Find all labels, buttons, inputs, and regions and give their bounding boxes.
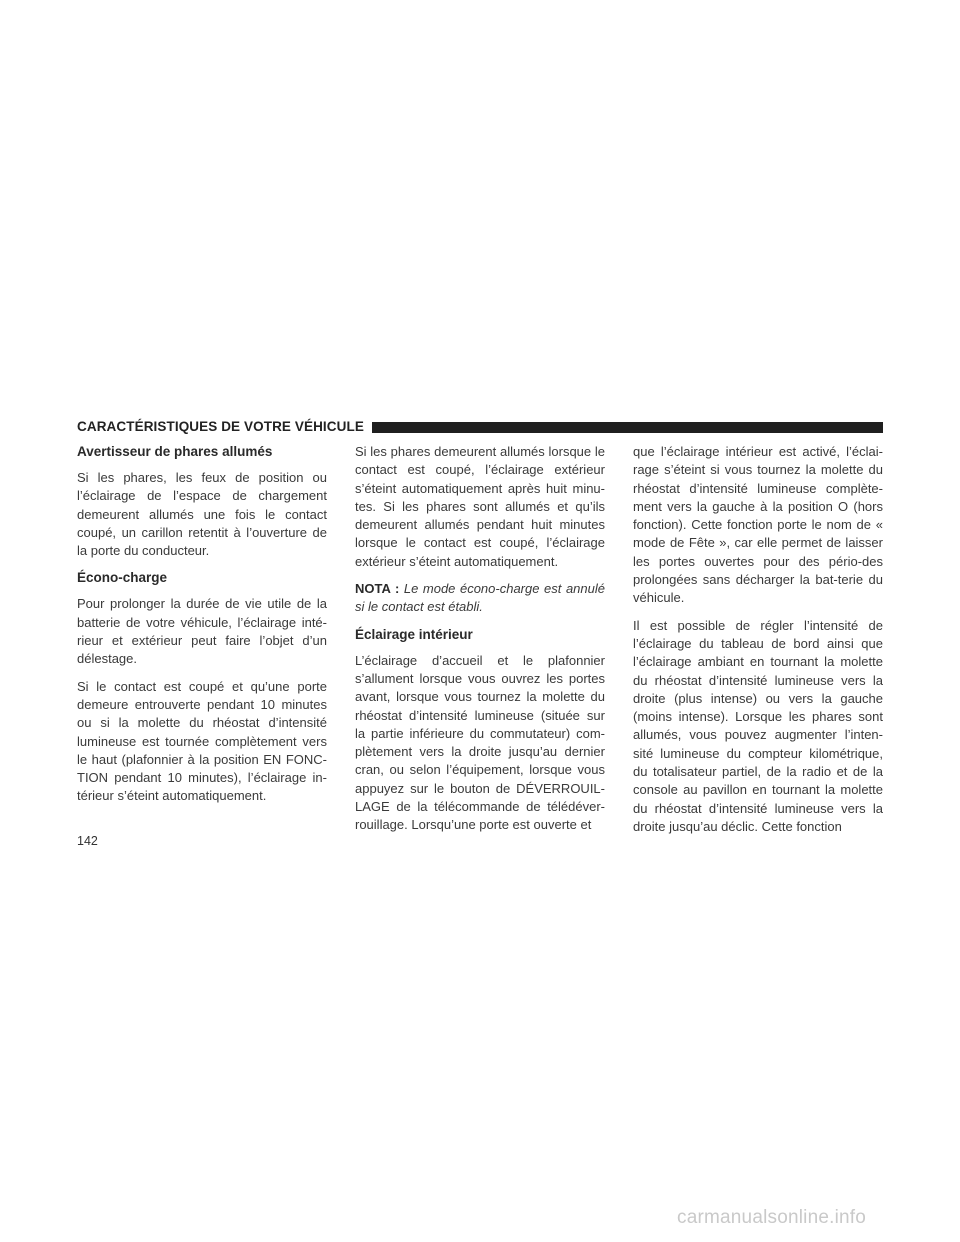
paragraph-interior-lighting: L’éclairage d’accueil et le plafonnier s’allument lorsque vous ouvrez les portes avant, lorsque vous tournez la molette du rhéostat d’intensité lumineuse (située sur la partie inférieure du commutateur) com-plètement vers la droite jusqu’au dernier cran, ou selon l’équipement, lorsque vous appuyez sur le bouton de DÉVERROUIL-LAGE de la télécommande de télédéver-rouillage. Lorsqu’une porte est ouverte et — [355, 652, 605, 833]
text-column-3 — [633, 443, 883, 845]
text-column-2 — [355, 443, 605, 844]
section-header — [77, 420, 883, 434]
page-number: 142 — [77, 834, 98, 848]
note-label: NOTA : — [355, 581, 400, 597]
heading-battery-saver: Écono-charge — [77, 570, 168, 586]
paragraph-battery-saver-intro: Pour prolonger la durée de vie utile de la batterie de votre véhicule, l’éclairage inté-rieur et extérieur peut faire l’objet d’un délestage. — [77, 596, 327, 667]
paragraph-party-mode: que l’éclairage intérieur est activé, l’éclai-rage s’éteint si vous tournez la molette du rhéostat d’intensité lumineuse complète-ment vers la gauche à la position O (hors fonction). Cette fonction porte le nom de « mode de Fête », car elle permet de laisser les portes ouvertes pour des pério-des prolongées sans décharger la bat-terie du véhicule. — [633, 444, 883, 606]
section-title: CARACTÉRISTIQUES DE VOTRE VÉHICULE — [77, 419, 364, 434]
section-header-bar — [372, 422, 883, 433]
paragraph-headlight-warning: Si les phares, les feux de position ou l’éclairage de l’espace de chargement demeurent allumés une fois le contact coupé, un carillon retentit à l’ouverture de la porte du conducteur. — [77, 470, 327, 559]
paragraph-battery-saver-interior: Si le contact est coupé et qu’une porte demeure entrouverte pendant 10 minutes ou si la molette du rhéostat d’intensité lumineuse est tournée complètement vers le haut (plafonnier à la position EN FONC-TION pendant 10 minutes), l’éclairage in-térieur s’éteint automatiquement. — [77, 678, 327, 804]
paragraph-dimmer-control: Il est possible de régler l’intensité de l’éclairage du tableau de bord ainsi que l’éclairage ambiant en tournant la molette du rhéostat d’intensité lumineuse vers la droite (plus intense) ou vers la gauche (moins intense). Lorsque les phares sont allumés, vous pouvez augmenter l’inten-sité lumineuse du compteur kilométrique, du totalisateur partiel, de la radio et de la console au pavillon en tournant la molette du rhéostat d’intensité lumineuse vers la droite jusqu’au déclic. Cette fonction — [633, 617, 883, 834]
heading-interior-lighting: Éclairage intérieur — [355, 626, 473, 642]
heading-headlight-warning: Avertisseur de phares allumés — [77, 444, 273, 459]
watermark: carmanualsonline.info — [677, 1207, 867, 1228]
note-text: Le mode écono-charge est annulé si le contact est établi. — [355, 581, 605, 615]
paragraph-exterior-lights-off: Si les phares demeurent allumés lorsque le contact est coupé, l’éclairage extérieur s’éteint automatiquement après huit minu-tes. Si les phares sont allumés et qu’ils demeurent allumés pendant huit minutes lorsque le contact est coupé, l’éclairage extérieur s’éteint automatiquement. — [355, 444, 605, 569]
note — [355, 580, 605, 617]
text-column-1 — [77, 443, 327, 815]
